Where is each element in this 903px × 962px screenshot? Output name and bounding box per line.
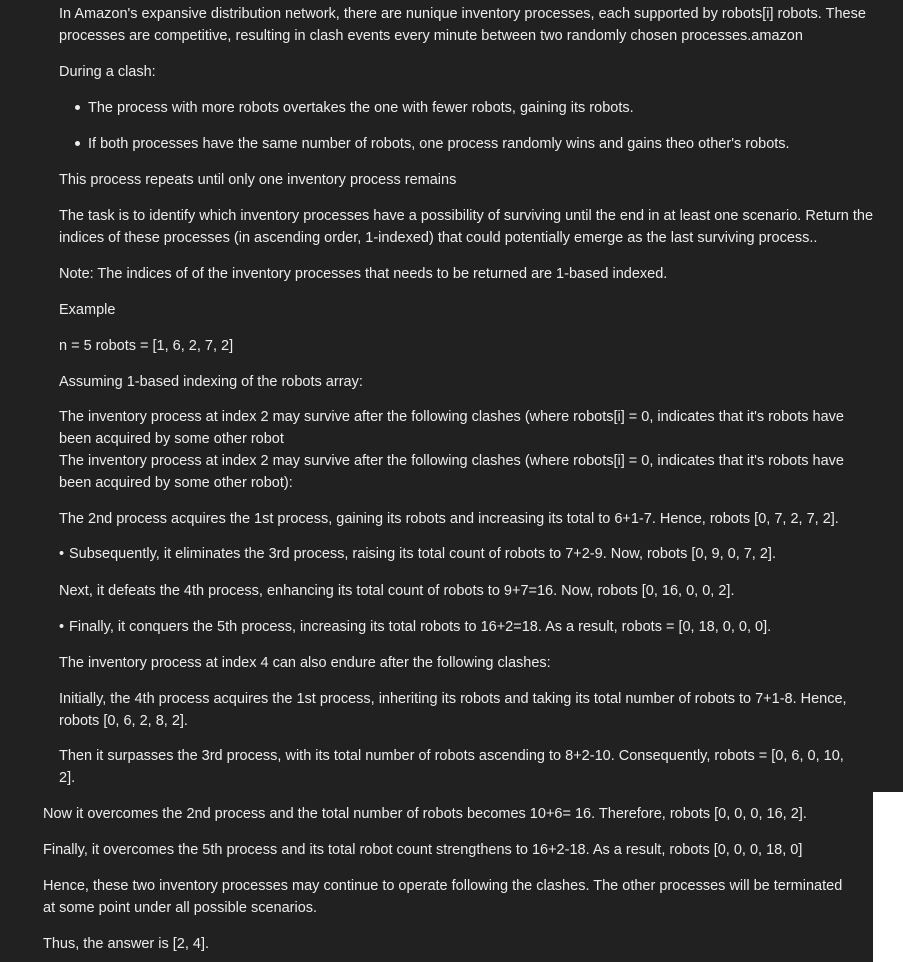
conclusion-line-2: at some point under all possible scenarios. <box>43 900 318 916</box>
note-text: Note: The indices of of the inventory processes that needs to be returned are 1-based indexed. <box>59 266 668 282</box>
index4-step1-line-1: Initially, the 4th process acquires the 1st process, inheriting its robots and taking its total number of robots to 7+1-8. Hence, <box>59 691 847 707</box>
index2-b-line-2: been acquired by some other robot): <box>59 475 293 491</box>
during-clash-heading: During a clash: <box>59 64 156 80</box>
repeat-text: This process repeats until only one inventory process remains <box>59 172 457 188</box>
step-eliminates-3rd: Subsequently, it eliminates the 3rd process, raising its total count of robots to 7+2-9. Now, robots [0, 9, 0, 7, 2]. <box>69 546 776 562</box>
bullet-item-1: The process with more robots overtakes the one with fewer robots, gaining its robots. <box>88 100 634 116</box>
step-acquires-1st: The 2nd process acquires the 1st process, gaining its robots and increasing its total to 6+1-7. Hence, robots [0, 7, 2, 7, 2]. <box>59 511 839 527</box>
intro-line-1: In Amazon's expansive distribution network, there are nunique inventory processes, each supported by robots[i] robots. These <box>59 6 866 22</box>
small-bullet-icon: • <box>59 546 65 562</box>
index4-step2-line-1: Then it surpasses the 3rd process, with its total number of robots ascending to 8+2-10. Consequently, robots = [0, 6, 0, 10, <box>59 748 844 764</box>
conclusion-line-1: Hence, these two inventory processes may continue to operate following the clashes. The other processes will be terminated <box>43 878 843 894</box>
step-conquers-5th: Finally, it conquers the 5th process, increasing its total robots to 16+2=18. As a result, robots = [0, 18, 0, 0, 0]. <box>69 619 772 635</box>
index4-intro: The inventory process at index 4 can also endure after the following clashes: <box>59 655 551 671</box>
task-line-1: The task is to identify which inventory processes have a possibility of surviving until the end in at least one scenario. Return the <box>59 208 874 224</box>
bullet-dot-icon <box>75 105 80 110</box>
bullet-dot-icon <box>75 141 80 146</box>
bullet-item-2: If both processes have the same number of robots, one process randomly wins and gains theo other's robots. <box>88 136 790 152</box>
index2-a-line-1: The inventory process at index 2 may survive after the following clashes (where robots[i] = 0, indicates that it's robots have <box>59 409 844 425</box>
intro-line-2: processes are competitive, resulting in clash events every minute between two randomly chosen processes.amazon <box>59 28 803 44</box>
index4-step1-line-2: robots [0, 6, 2, 8, 2]. <box>59 713 188 729</box>
example-label: Example <box>59 302 116 318</box>
index2-b-line-1: The inventory process at index 2 may survive after the following clashes (where robots[i] = 0, indicates that it's robots have <box>59 453 844 469</box>
index4-step2-line-2: 2]. <box>59 770 76 786</box>
index2-a-line-2: been acquired by some other robot <box>59 431 284 447</box>
small-bullet-icon: • <box>59 619 65 635</box>
index4-step4: Finally, it overcomes the 5th process and its total robot count strengthens to 16+2-18. As a result, robots [0, 0, 0, 18, 0] <box>43 842 803 858</box>
answer-text: Thus, the answer is [2, 4]. <box>43 936 210 952</box>
example-input: n = 5 robots = [1, 6, 2, 7, 2] <box>59 338 234 354</box>
step-defeats-4th: Next, it defeats the 4th process, enhancing its total count of robots to 9+7=16. Now, robots [0, 16, 0, 0, 2]. <box>59 583 735 599</box>
assuming-text: Assuming 1-based indexing of the robots array: <box>59 374 363 390</box>
task-line-2: indices of these processes (in ascending order, 1-indexed) that could potentially emerge as the last surviving process.. <box>59 230 818 246</box>
index4-step3: Now it overcomes the 2nd process and the total number of robots becomes 10+6= 16. Therefore, robots [0, 0, 0, 16, 2]. <box>43 806 807 822</box>
